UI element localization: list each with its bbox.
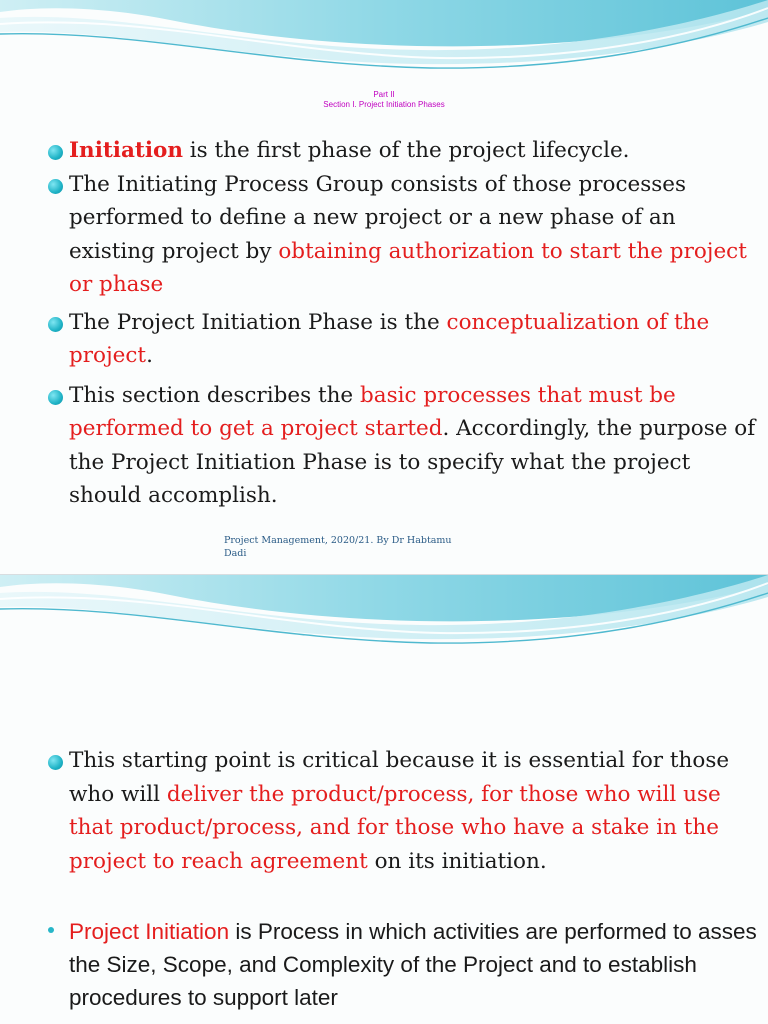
bullet-dot-icon (48, 755, 63, 770)
wave-header-graphic (0, 575, 768, 655)
bullet-highlight: basic processes that must be performed to get a project started (69, 382, 676, 441)
bullet-text: The Initiating Process Group consists of those processes performed to define a new project or a new phase of an existing project by (69, 171, 687, 264)
bullet-text: The Project Initiation Phase is the (69, 309, 447, 335)
slide-footer (224, 534, 504, 560)
bullet-text-end: on its initiation. (367, 848, 547, 874)
bullet-list (46, 744, 758, 878)
bullet-highlight: obtaining authorization to start the project or phase (69, 238, 747, 297)
bullet-list (46, 134, 758, 513)
footer-line: Project Management, 2020/21. By Dr Habtamu (224, 535, 452, 546)
bullet-dot-icon (48, 179, 63, 194)
section-title: Section I. Project Initiation Phases (323, 100, 445, 109)
bullet-text-end: . Accordingly, the purpose of the Project Initiation Phase is to specify what the project should accomplish. (69, 416, 756, 508)
part-label: Part II (373, 90, 395, 99)
bullet-text: This section describes the (69, 382, 360, 408)
bullet-item (46, 379, 758, 513)
term-initiation: Initiation (69, 138, 183, 163)
bullet-list-secondary (46, 915, 758, 1014)
slide-2 (0, 575, 768, 1024)
bullet-dot-icon (48, 390, 63, 405)
bullet-item (46, 168, 758, 302)
footer-line: Dadi (224, 548, 247, 559)
bullet-highlight: deliver the product/process, for those who will use that product/process, and for those who have a stake in the project to reach agreement (69, 781, 721, 874)
bullet-item (46, 306, 758, 373)
bullet-item (46, 744, 758, 878)
wave-header-graphic (0, 0, 768, 80)
bullet-item (46, 134, 758, 168)
bullet-dot-icon (48, 927, 54, 933)
bullet-text: is Process in which activities are performed to asses the Size, Scope, and Complexity of the Project and to establish procedures to support later (69, 919, 757, 1010)
bullet-highlight: Project Initiation (69, 919, 230, 944)
bullet-item (46, 915, 758, 1014)
bullet-text-end: . (146, 343, 153, 368)
bullet-dot-icon (48, 145, 63, 160)
bullet-text: This starting point is critical because it is essential for those who will (69, 748, 730, 807)
bullet-dot-icon (48, 317, 63, 332)
bullet-text: is the first phase of the project lifecycle. (182, 138, 630, 163)
bullet-highlight: conceptualization of the project (69, 309, 710, 368)
